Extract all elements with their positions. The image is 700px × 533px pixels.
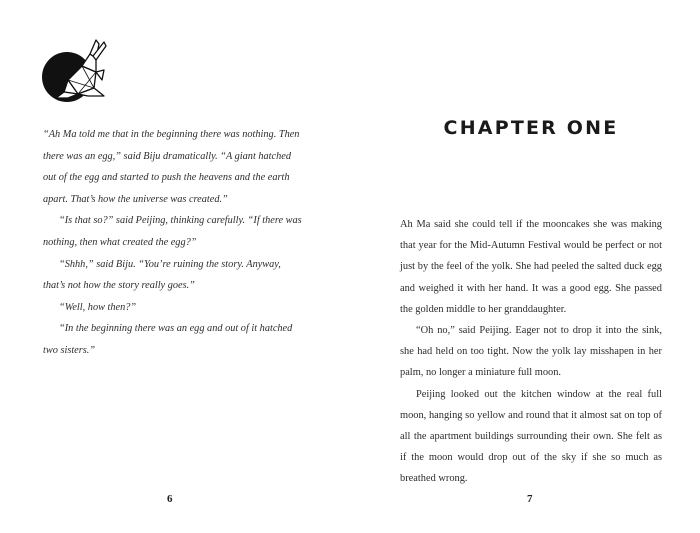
left-paragraph: “Ah Ma told me that in the beginning there was nothing. Then there was an egg,” said Biju dramatically. “A giant hatched out of the egg and started to push the heavens and the earth apart. That’s how the universe was created.” [43,129,300,205]
chapter-title: CHAPTER ONE [443,117,619,139]
left-story-text [43,124,305,362]
left-paragraph: “Shhh,” said Biju. “You’re ruining the story. Anyway, that’s not how the story really goes.” [43,258,281,292]
right-page-number: 7 [527,493,533,505]
right-paragraph: “Oh no,” said Peijing. Eager not to drop it into the sink, she had held on too tight. Now the yolk lay misshapen in her palm, no longer a miniature full moon. [400,325,662,379]
left-paragraph: “In the beginning there was an egg and out of it hatched two sisters.” [43,323,293,356]
right-paragraph: Ah Ma said she could tell if the mooncakes she was making that year for the Mid-Autumn Festival would be perfect or not just by the feel of the yolk. She had peeled the salted duck egg and weighed it with her hand. It was a good egg. She passed the golden middle to her granddaughter. [400,219,662,315]
left-paragraph: “Well, how then?” [59,301,137,313]
left-paragraph: “Is that so?” said Peijing, thinking carefully. “If there was nothing, then what created the egg?” [43,215,302,248]
right-story-text [400,214,662,490]
right-paragraph: Peijing looked out the kitchen window at the real full moon, hanging so yellow and round that it almost sat on top of all the apartment buildings surrounding their own. She felt as if the moon would drop out of the sky if she so much as breathed wrong. [400,388,662,485]
left-page-number: 6 [167,493,173,505]
moon-rabbit-origami-icon [38,36,120,110]
